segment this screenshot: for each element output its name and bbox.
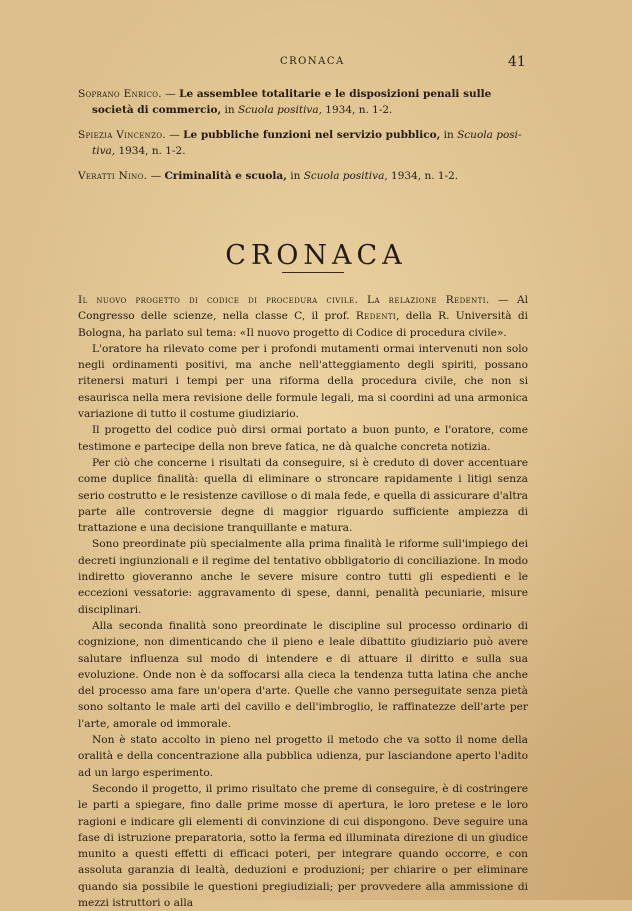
page-number: 41 (508, 54, 526, 70)
entry-publication: Scuola positiva, (303, 170, 388, 182)
entry-in: in (221, 104, 238, 116)
article-body (78, 292, 528, 911)
article-paragraph: Alla seconda finalità sono preordinate le discipline sul processo ordinario di cognizione, non dimenticando che il pieno e leale dibattito giudiziario può avere salutare influenza sul modo di intendere e di attuare il diritto e sulla sua evoluzione. Onde non è da soffocarsi alla cieca la tendenza tutta latina che anche del processo ama fare un'opera d'arte. Quelle che vanno perseguitate senza pietà sono soltanto le male arti del cavillo e dell'imbroglio, le raffinatezze dell'arte per l'arte, amorale od immorale. (78, 619, 528, 730)
entry-separator: — (161, 88, 180, 100)
entry-separator: — (165, 129, 184, 141)
entry-publication-cont: tiva, (92, 145, 116, 157)
article-paragraph: L'oratore ha rilevato come per i profondi mutamenti ormai intervenuti non solo negli ordinamenti positivi, ma anche nell'atteggiamento degli spiriti, possano ritenersi maturi i tempi per una riforma della procedura civile, che non si esaurisca nella mera revisione delle formule legali, ma si coordini ad una armonica variazione di tutto il costume giudiziario. (78, 342, 528, 421)
entry-details: 1934, n. 1-2. (115, 145, 186, 157)
article-paragraph: Sono preordinate più specialmente alla prima finalità le riforme sull'impiego dei decreti ingiunzionali e il regime del tentativo obbligatorio di conciliazione. In modo indiretto gioveranno anche le severe misure contro tutti gli espedienti e le eccezioni vessatorie: aggravamento di spese, danni, penalità pecuniarie, misure disciplinari. (78, 538, 528, 616)
article-paragraph: Per ciò che concerne i risultati da conseguire, si è creduto di dover accentuare come duplice finalità: quella di eliminare o stroncare rapidamente i litigi senza serio costrutto e le resistenze cavillose o di mala fede, e quella di assicurare d'altra parte alle controversie degne di maggior riguardo sufficiente ampiezza di trattazione e una decisione tranquillante e matura. (78, 456, 528, 535)
entry-separator: — (147, 170, 165, 182)
article-text: , della R. Università di Bologna, ha parlato sul tema: «Il nuovo progetto di Codice di procedura civile». (78, 310, 528, 339)
article-paragraph: Secondo il progetto, il primo risultato che preme di conseguire, è di costringere le parti a spiegare, fino dalle prime mosse di apertura, le loro pretese e le loro ragioni e indicare gli elementi di convinzione di cui dispongono. Deve seguire una fase di istruzione preparatoria, sotto la ferma ed illuminata direzione di un giudice munito a questi effetti di efficaci poteri, per integrare quando occorre, e con assoluta garanzia di lealtà, deduzioni e produzioni; per chiarire o per eliminare quando sia possibile le questioni pregiudiziali; per provvedere alla ammissione di mezzi istruttori o alla (78, 782, 528, 909)
bibliography-entry (78, 168, 530, 184)
running-title: CRONACA (280, 56, 345, 67)
entry-publication: Scuola posi- (457, 129, 522, 141)
entry-in: in (286, 170, 304, 182)
article-paragraph: Non è stato accolto in pieno nel progetto il metodo che va sotto il nome della oralità e della concentrazione alla pubblica udienza, pur lasciandone aperto l'adito ad un largo esperimento. (78, 734, 528, 779)
entry-author: Spiezia Vincenzo. (78, 129, 166, 141)
entry-publication: Scuola positiva, (237, 104, 322, 116)
entry-title: Le pubbliche funzioni nel servizio pubblico, (183, 129, 441, 141)
article-lead-after: — Al Congresso delle scienze, nella classe C, il prof. (78, 294, 528, 323)
article-paragraph (78, 292, 528, 341)
bibliography-list (78, 86, 530, 193)
bibliography-entry (78, 127, 530, 159)
entry-details: 1934, n. 1-2. (321, 104, 393, 116)
section-heading: CRONACA (225, 240, 407, 271)
running-header (0, 54, 632, 74)
article-lead: Il nuovo progetto di codice di procedura civile. La relazione Redenti. (78, 294, 490, 306)
entry-in: in (440, 129, 458, 141)
speaker-name: Redenti (355, 310, 397, 323)
bibliography-entry (78, 86, 530, 118)
entry-author: Soprano Enrico. (78, 88, 162, 100)
entry-title: Le assemblee totalitarie e le disposizioni penali sulle (179, 88, 492, 100)
entry-title-cont: società di commercio, (92, 104, 222, 116)
heading-rule (282, 272, 344, 273)
entry-title: Criminalità e scuola, (164, 170, 287, 182)
entry-author: Veratti Nino. (78, 170, 148, 182)
entry-details: 1934, n. 1-2. (387, 170, 459, 182)
article-paragraph: Il progetto del codice può dirsi ormai portato a buon punto, e l'oratore, come testimone e partecipe della non breve fatica, ne dà qualche concreta notizia. (78, 424, 528, 453)
